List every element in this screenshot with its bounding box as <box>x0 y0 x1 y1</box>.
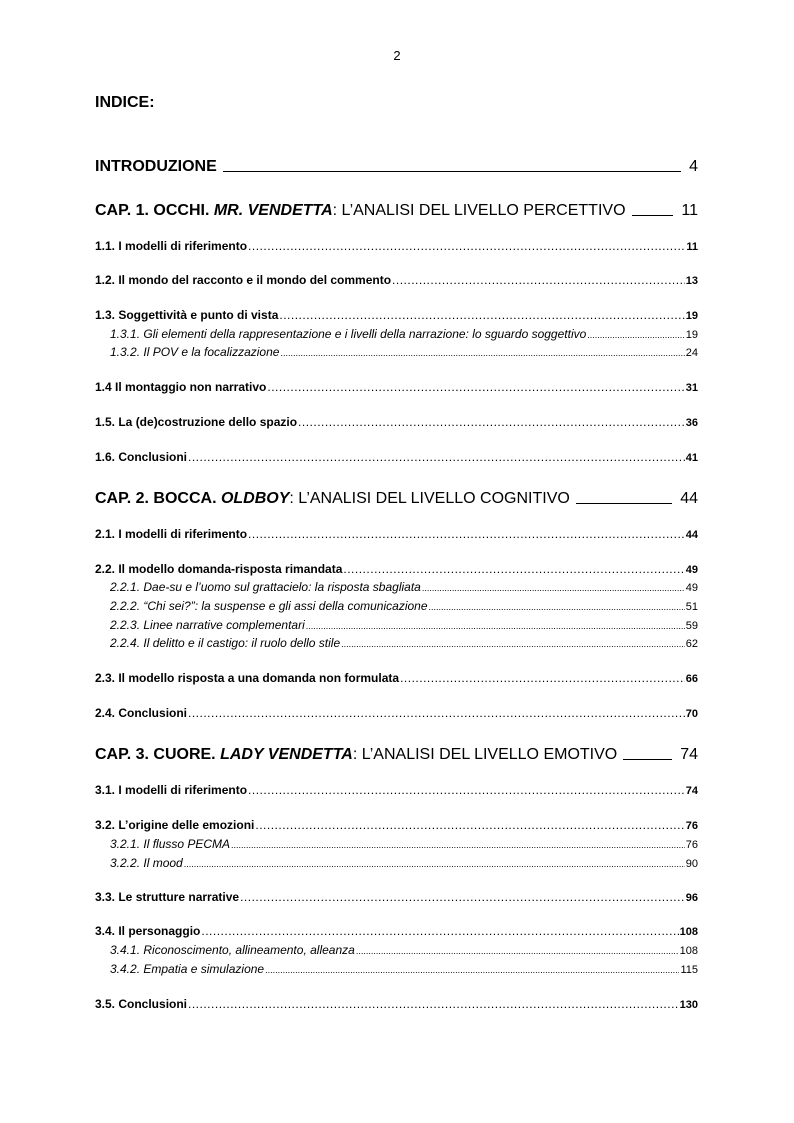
toc-leader <box>632 215 674 216</box>
toc-leader <box>280 345 684 359</box>
toc-leader <box>248 239 685 253</box>
toc-entry[interactable] <box>95 450 698 464</box>
toc-entry[interactable] <box>95 818 698 832</box>
chapter-prefix: CAP. 1. OCCHI. <box>95 202 214 219</box>
toc-label: 3.1. I modelli di riferimento <box>95 783 248 797</box>
toc-leader <box>248 527 685 541</box>
chapter-prefix: CAP. 3. CUORE. <box>95 746 221 763</box>
toc-leader <box>267 380 684 394</box>
toc-label: 3.4.2. Empatia e simulazione <box>110 962 265 976</box>
toc-page: 11 <box>681 202 698 219</box>
toc-label: 3.2. L’origine delle emozioni <box>95 818 255 832</box>
toc-leader <box>306 618 685 632</box>
toc-label: 1.3. Soggettività e punto di vista <box>95 308 279 322</box>
toc-subentry[interactable] <box>110 856 698 870</box>
toc-page: 24 <box>685 347 698 359</box>
toc-leader <box>400 671 685 685</box>
toc-page: 41 <box>685 452 698 464</box>
toc-label: 1.2. Il mondo del racconto e il mondo del commento <box>95 273 392 287</box>
toc-entry[interactable] <box>95 239 698 253</box>
toc-chapter[interactable] <box>95 202 698 220</box>
toc-page: 36 <box>685 417 698 429</box>
toc-leader <box>298 415 685 429</box>
toc-label: 3.4.1. Riconoscimento, allineamento, alleanza <box>110 943 355 957</box>
chapter-subtitle: : L’ANALISI DEL LIVELLO COGNITIVO <box>289 490 570 507</box>
toc-entry[interactable] <box>95 415 698 429</box>
toc-label: 2.2.2. “Chi sei?”: la suspense e gli assi della comunicazione <box>110 599 428 613</box>
toc-page: 115 <box>680 964 698 976</box>
chapter-film-title: MR. VENDETTA <box>213 202 333 219</box>
toc-label: 3.3. Le strutture narrative <box>95 890 240 904</box>
toc-page: 49 <box>685 582 698 594</box>
toc-page: 96 <box>685 892 698 904</box>
toc-label: 2.3. Il modello risposta a una domanda non formulata <box>95 671 400 685</box>
toc-label: 2.1. I modelli di riferimento <box>95 527 248 541</box>
toc-entry[interactable] <box>95 562 698 576</box>
toc-page: 76 <box>685 839 698 851</box>
toc-leader <box>587 327 684 341</box>
toc-subentry[interactable] <box>110 580 698 594</box>
toc-page: 130 <box>679 999 698 1011</box>
toc-label: 1.3.1. Gli elementi della rappresentazione e i livelli della narrazione: lo sguardo soggettivo <box>110 327 587 341</box>
toc-label: 1.1. I modelli di riferimento <box>95 239 248 253</box>
toc-leader <box>429 599 685 613</box>
toc-subentry[interactable] <box>110 599 698 613</box>
toc-page: 108 <box>679 926 698 938</box>
toc-subentry[interactable] <box>110 943 698 957</box>
toc-entry[interactable] <box>95 273 698 287</box>
toc-page: 44 <box>680 490 698 507</box>
toc-label: 2.2.1. Dae-su e l’uomo sul grattacielo: la risposta sbagliata <box>110 580 421 594</box>
toc-label <box>95 490 570 508</box>
toc-subentry[interactable] <box>110 837 698 851</box>
toc-chapter[interactable] <box>95 490 698 508</box>
toc-leader <box>422 580 685 594</box>
toc-entry[interactable] <box>95 924 698 938</box>
toc-label: 3.5. Conclusioni <box>95 997 188 1011</box>
toc-label: 1.3.2. Il POV e la focalizzazione <box>110 345 280 359</box>
chapter-subtitle: : L’ANALISI DEL LIVELLO PERCETTIVO <box>332 202 626 219</box>
index-title: INDICE: <box>95 94 155 111</box>
toc-entry[interactable] <box>95 308 698 322</box>
chapter-subtitle: : L’ANALISI DEL LIVELLO EMOTIVO <box>352 746 618 763</box>
toc-label: 3.2.1. Il flusso PECMA <box>110 837 231 851</box>
toc-label: 2.4. Conclusioni <box>95 706 188 720</box>
toc-page: 19 <box>685 310 698 322</box>
chapter-film-title: OLDBOY <box>220 490 290 507</box>
toc-label: 3.4. Il personaggio <box>95 924 201 938</box>
toc-page: 90 <box>685 858 698 870</box>
toc-leader <box>188 997 679 1011</box>
toc-subentry[interactable] <box>110 345 698 359</box>
toc-entry[interactable] <box>95 380 698 394</box>
chapter-film-title: LADY VENDETTA <box>220 746 353 763</box>
toc-leader <box>255 818 684 832</box>
toc-page: 74 <box>680 746 698 763</box>
toc-page: 49 <box>685 564 698 576</box>
toc-subentry[interactable] <box>110 962 698 976</box>
toc-leader <box>184 856 685 870</box>
toc-leader <box>623 759 672 760</box>
toc-page: 70 <box>685 708 698 720</box>
toc-page: 59 <box>685 620 698 632</box>
toc-subentry[interactable] <box>110 618 698 632</box>
toc-leader <box>343 562 684 576</box>
toc-leader <box>223 171 681 172</box>
toc-entry[interactable] <box>95 997 698 1011</box>
toc-page: 108 <box>679 945 698 957</box>
toc-label: 3.2.2. Il mood <box>110 856 183 870</box>
toc-page: 4 <box>689 158 698 175</box>
toc-leader <box>341 636 685 650</box>
toc-page: 74 <box>685 785 698 797</box>
toc-leader <box>188 706 685 720</box>
toc-entry[interactable] <box>95 706 698 720</box>
toc-leader <box>392 273 685 287</box>
toc-label: 1.6. Conclusioni <box>95 450 188 464</box>
toc-page: 76 <box>685 820 698 832</box>
toc-leader <box>248 783 685 797</box>
toc-label: 1.5. La (de)costruzione dello spazio <box>95 415 298 429</box>
toc-subentry[interactable] <box>110 636 698 650</box>
toc-page: 62 <box>685 638 698 650</box>
toc-leader <box>279 308 684 322</box>
toc-leader <box>188 450 685 464</box>
toc-label: 2.2.4. Il delitto e il castigo: il ruolo dello stile <box>110 636 341 650</box>
toc-page: 19 <box>685 329 698 341</box>
toc-label: 1.4 Il montaggio non narrativo <box>95 380 267 394</box>
toc-leader <box>240 890 685 904</box>
toc-label: 2.2.3. Linee narrative complementari <box>110 618 305 632</box>
toc-page: 66 <box>685 673 698 685</box>
toc-page: 44 <box>685 529 698 541</box>
toc-leader <box>265 962 679 976</box>
toc-page: 13 <box>685 275 698 287</box>
toc-entry[interactable] <box>95 527 698 541</box>
toc-label: 2.2. Il modello domanda-risposta rimandata <box>95 562 343 576</box>
toc-page: 31 <box>685 382 698 394</box>
toc-entry[interactable] <box>95 783 698 797</box>
toc-label: INTRODUZIONE <box>95 158 217 175</box>
toc-intro[interactable] <box>95 158 698 176</box>
page-number: 2 <box>393 48 401 63</box>
toc-page: 11 <box>686 241 698 253</box>
chapter-prefix: CAP. 2. BOCCA. <box>95 490 221 507</box>
toc-leader <box>201 924 678 938</box>
toc-page: 51 <box>685 601 698 613</box>
toc-subentry[interactable] <box>110 327 698 341</box>
toc-leader <box>356 943 679 957</box>
toc-label <box>95 746 617 764</box>
toc-entry[interactable] <box>95 671 698 685</box>
toc-leader <box>231 837 685 851</box>
toc-chapter[interactable] <box>95 746 698 764</box>
toc-label <box>95 202 626 220</box>
toc-leader <box>576 503 672 504</box>
toc-entry[interactable] <box>95 890 698 904</box>
